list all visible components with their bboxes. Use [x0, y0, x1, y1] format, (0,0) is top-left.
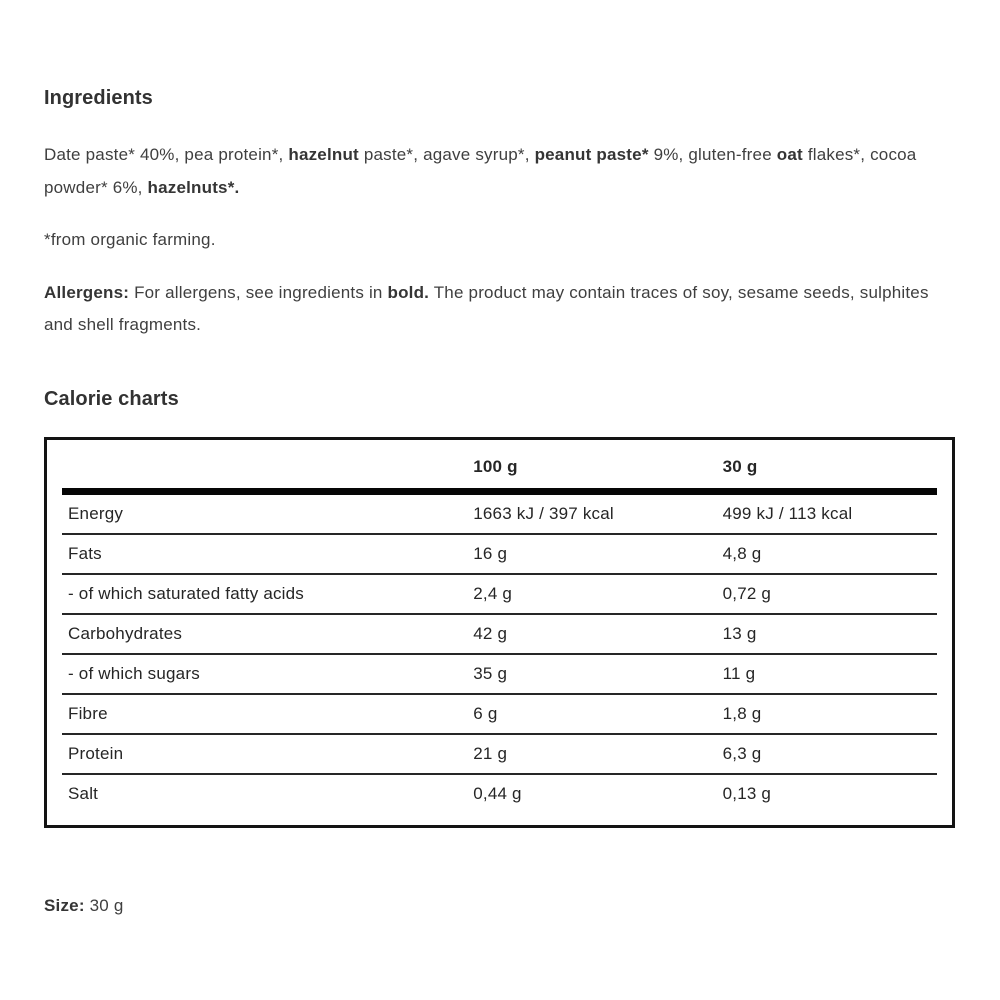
ingredients-segment: Date paste* 40%, pea protein*, [44, 145, 289, 164]
row-label: - of which sugars [68, 663, 200, 683]
row-value-30g: 0,13 g [722, 783, 772, 803]
calorie-charts-heading: Calorie charts [44, 387, 179, 410]
row-value-100g: 42 g [473, 623, 508, 643]
ingredients-segment-bold: oat [776, 145, 803, 164]
table-row-salt [62, 774, 937, 813]
allergens-segment: For allergens, see ingredients in [129, 282, 388, 302]
row-value-30g: 499 kJ / 113 kcal [722, 503, 853, 523]
table-row-fibre [62, 694, 937, 734]
ingredients-text [44, 139, 955, 204]
row-value-30g: 0,72 g [722, 583, 772, 603]
table-row-sugars [62, 654, 937, 694]
row-label: Protein [68, 743, 124, 763]
organic-farming-note: *from organic farming. [44, 230, 216, 249]
allergens-text [44, 277, 955, 342]
size-value: 30 g [84, 895, 124, 915]
table-row-saturated-fatty-acids [62, 574, 937, 614]
row-value-30g: 6,3 g [722, 743, 762, 763]
row-value-100g: 1663 kJ / 397 kcal [473, 503, 614, 523]
allergens-segment: The product may contain traces of soy, sesame seeds, sulphites and shell fragments. [44, 282, 929, 334]
nutrition-table [44, 437, 955, 828]
col-header-100g: 100 g [473, 456, 518, 476]
size-label: Size: [44, 895, 85, 915]
row-value-30g: 1,8 g [722, 703, 762, 723]
row-value-100g: 6 g [473, 703, 498, 723]
size-line [44, 894, 955, 918]
row-value-100g: 21 g [473, 743, 508, 763]
row-value-30g: 11 g [722, 663, 756, 683]
table-row-energy [62, 491, 937, 534]
col-header-empty [62, 440, 473, 492]
table-row-carbohydrates [62, 614, 937, 654]
table-row-protein [62, 734, 937, 774]
row-value-30g: 4,8 g [722, 543, 762, 563]
row-value-100g: 2,4 g [473, 583, 513, 603]
row-label: - of which saturated fatty acids [68, 583, 305, 603]
ingredients-segment: flakes*, cocoa powder* 6%, [44, 145, 917, 197]
ingredients-segment-bold: peanut paste* [534, 145, 649, 164]
row-value-100g: 16 g [473, 543, 508, 563]
ingredients-segment: paste*, agave syrup*, [358, 145, 535, 164]
ingredients-segment: 9%, gluten-free [648, 145, 777, 164]
row-label: Energy [68, 503, 124, 523]
col-header-30g: 30 g [722, 456, 758, 476]
allergens-segment-bold: bold. [387, 282, 430, 302]
row-value-100g: 35 g [473, 663, 508, 683]
ingredients-segment-bold: hazelnut [288, 145, 359, 164]
ingredients-segment-bold: hazelnuts*. [147, 177, 240, 197]
ingredients-heading: Ingredients [44, 87, 153, 109]
table-row-fats [62, 534, 937, 574]
row-label: Fats [68, 543, 102, 563]
row-label: Salt [68, 783, 99, 803]
table-header-row [62, 440, 937, 492]
allergens-label: Allergens: [44, 282, 130, 302]
row-label: Fibre [68, 703, 108, 723]
row-value-30g: 13 g [722, 623, 757, 643]
row-value-100g: 0,44 g [473, 783, 522, 803]
row-label: Carbohydrates [68, 623, 183, 643]
